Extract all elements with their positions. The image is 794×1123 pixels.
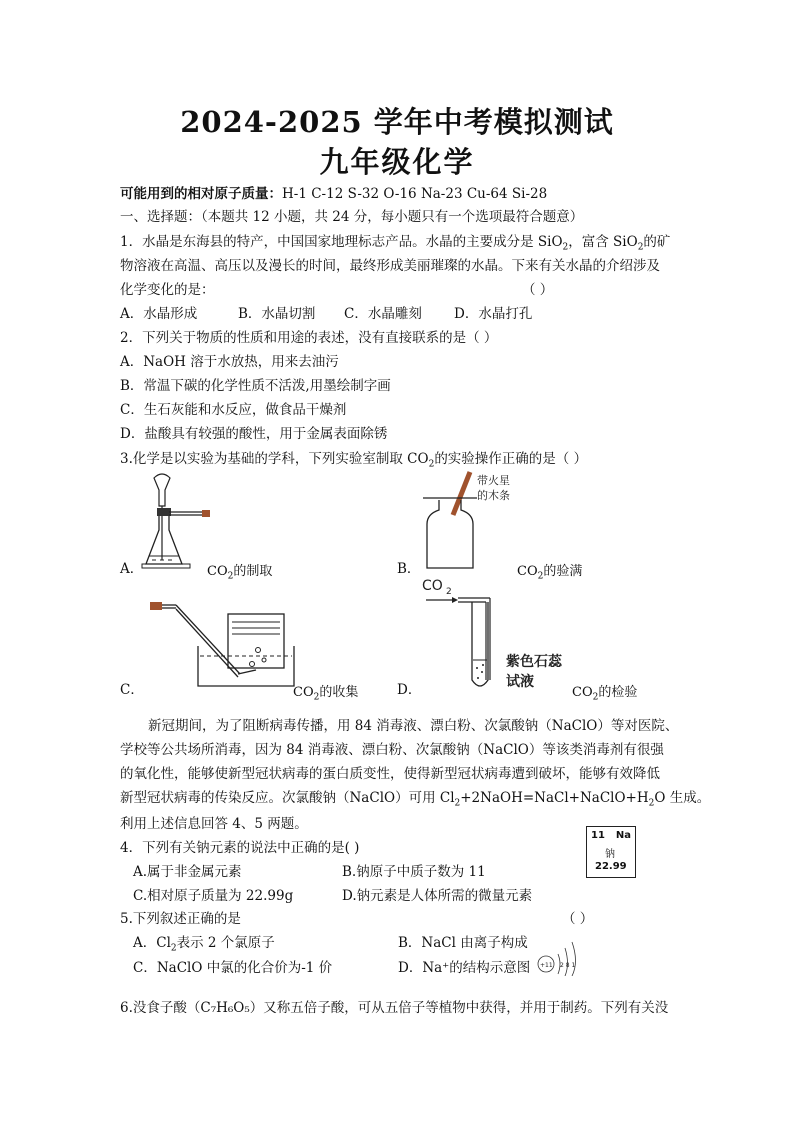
q3-stem-b: 的实验操作正确的是（ ） — [434, 451, 588, 467]
q1-line3: 化学变化的是： — [120, 282, 215, 298]
q3-option-c-letter: C． — [120, 682, 144, 698]
litmus-label-1: 紫色石蕊 — [506, 654, 562, 670]
q2-option-c: C．生石灰能和水反应，做食品干燥剂 — [120, 402, 347, 418]
splint-label-1: 带火星 — [477, 474, 510, 487]
q2-stem: 2．下列关于物质的性质和用途的表述，没有直接联系的是（ ） — [120, 330, 498, 346]
tile-atomic-number: 11 — [591, 830, 605, 841]
co2-label: CO — [422, 578, 443, 594]
ion-nucleus: +11 — [540, 962, 553, 969]
q5-option-d: D．Na⁺的结构示意图 — [398, 960, 531, 976]
q3-option-d-caption: $CO_2$的检验 — [572, 685, 638, 703]
q2-option-a: A．NaOH 溶于水放热，用来去油污 — [120, 354, 339, 370]
q3-option-b-caption: $CO_2$的验满 — [517, 564, 583, 582]
svg-text:2: 2 — [446, 587, 452, 597]
q3-option-a-caption: $CO_2$的制取 — [207, 564, 273, 582]
passage-line2: 学校等公共场所消毒，因为 84 消毒液、漂白粉、次氯酸钠（NaClO）等该类消毒剂有很强 — [120, 742, 664, 758]
q1-text-a: 1．水晶是东海县的特产，中国国家地理标志产品。水晶的主要成分是 SiO — [120, 234, 563, 250]
q5-option-c: C．NaClO 中氯的化合价为-1 价 — [133, 960, 333, 976]
splint-label-2: 的木条 — [477, 489, 510, 502]
q5-option-a: A．$Cl_2$表示 2 个氯原子 — [133, 935, 275, 954]
q4-option-b: B.钠原子中质子数为 11 — [342, 864, 486, 880]
atomic-mass-line — [120, 185, 547, 203]
q2-option-d: D．盐酸具有较强的酸性，用于金属表面除锈 — [120, 426, 388, 442]
tile-symbol: Na — [615, 830, 631, 841]
q1-option-d: D．水晶打孔 — [454, 306, 533, 322]
atomic-mass-values: H-1 C-12 S-32 O-16 Na-23 Cu-64 Si-28 — [282, 186, 548, 202]
section-heading: 一、选择题：（本题共 12 小题，共 24 分，每小题只有一个选项最符合题意） — [120, 209, 584, 225]
q1-answer-paren: （ ） — [522, 282, 554, 298]
q5-option-b: B．NaCl 由离子构成 — [398, 935, 528, 951]
q6-stem: 6.没食子酸（C₇H₆O₅）又称五倍子酸，可从五倍子等植物中获得，并用于制药。下列有关没 — [120, 1000, 669, 1016]
q4-option-a: A.属于非金属元素 — [133, 864, 242, 880]
title-line2: 九年级化学 — [319, 145, 475, 179]
q4-stem: 4．下列有关钠元素的说法中正确的是( ) — [120, 840, 360, 856]
q1-line2: 物溶液在高温、高压以及漫长的时间，最终形成美丽璀璨的水晶。下来有关水晶的介绍涉及 — [120, 258, 660, 274]
test-tube-figure — [420, 574, 570, 694]
q2-option-b: B．常温下碳的化学性质不活泼,用墨绘制字画 — [120, 378, 391, 394]
sodium-ion-diagram — [536, 936, 586, 976]
litmus-label-2: 试液 — [506, 674, 534, 690]
atomic-mass-label: 可能用到的相对原子质量： — [120, 186, 282, 202]
passage-line1: 新冠期间，为了阻断病毒传播，用 84 消毒液、漂白粉、次氯酸钠（NaClO）等对医院、 — [148, 718, 679, 734]
q3-option-c-caption: $CO_2$的收集 — [293, 685, 359, 703]
q1-option-c: C．水晶雕刻 — [344, 306, 422, 322]
q5-stem: 5.下列叙述正确的是 — [120, 911, 241, 927]
water-trough-figure — [148, 598, 298, 690]
passage-line3: 的氧化性，能够使新型冠状病毒的蛋白质变性，使得新型冠状病毒遭到破坏，能够有效降低 — [120, 766, 660, 782]
q4-option-c: C.相对原子质量为 22.99g — [133, 888, 294, 904]
q3-option-a-letter: A． — [120, 561, 144, 577]
tile-mass: 22.99 — [595, 861, 627, 872]
q1-line1: 1．水晶是东海县的特产，中国国家地理标志产品。水晶的主要成分是 SiO$_2$，富含 SiO$_2$的矿 — [120, 234, 671, 253]
title-line1: 2024-2025 学年中考模拟测试 — [180, 105, 614, 139]
q3-stem-a: 3.化学是以实验为基础的学科，下列实验室制取 CO — [120, 451, 429, 467]
q3-stem: 3.化学是以实验为基础的学科，下列实验室制取 $CO_2$的实验操作正确的是（ ） — [120, 451, 588, 470]
q1-text-b: ，富含 SiO — [568, 234, 638, 250]
passage-line4: 新型冠状病毒的传染反应。次氯酸钠（NaClO）可用 $Cl_2+2NaOH=NaCl+NaClO+H_2O$ 生成。 — [120, 790, 711, 809]
q3-option-b-letter: B． — [397, 561, 421, 577]
q1-text-c: 的矿 — [643, 234, 671, 250]
q5-answer-paren: （ ） — [562, 911, 594, 927]
q4-option-d: D.钠元素是人体所需的微量元素 — [342, 888, 533, 904]
sodium-element-tile — [586, 826, 636, 878]
q1-option-b: B．水晶切割 — [238, 306, 316, 322]
tile-name: 钠 — [605, 849, 615, 860]
q3-option-d-letter: D． — [397, 682, 422, 698]
passage-line5: 利用上述信息回答 4、5 两题。 — [120, 816, 308, 832]
ion-shells: 2 8 1 — [560, 962, 576, 969]
q1-option-a: A．水晶形成 — [120, 306, 198, 322]
